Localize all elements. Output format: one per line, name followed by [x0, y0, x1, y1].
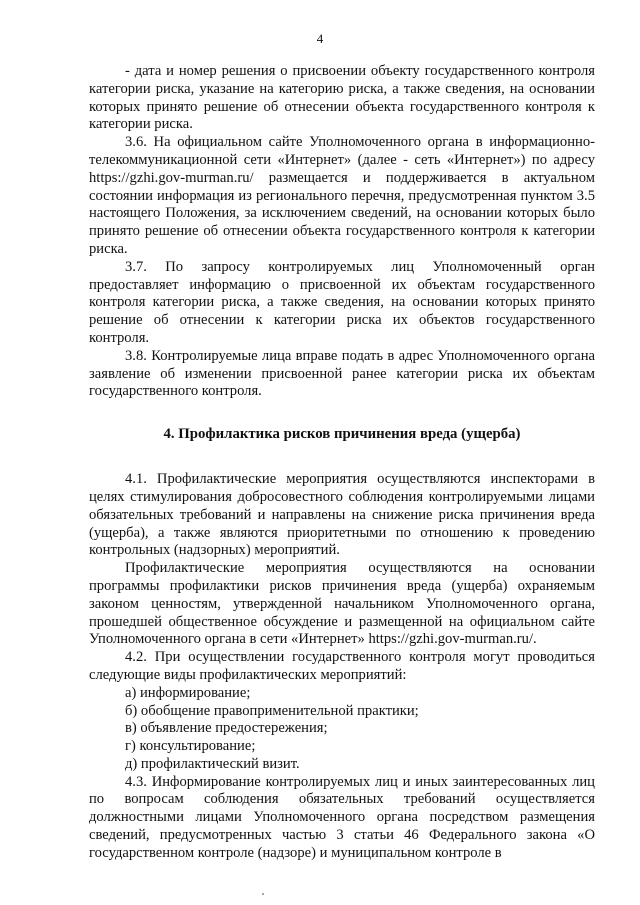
paragraph-4-1: 4.1. Профилактические мероприятия осуществляются инспекторами в целях стимулирования добросовестного соблюдения контролируемыми лицами обязательных требований и направлены на снижение риска причинения вреда (ущерба), а также являются приоритетными по отношению к проведению контрольных (надзорных) мероприятий.: [89, 471, 595, 559]
paragraph-3-6: 3.6. На официальном сайте Уполномоченного органа в информационно-телекоммуникационной сети «Интернет» (далее - сеть «Интернет») по адресу https://gzhi.gov-murman.ru/ размещается и поддерживается в актуальном состоянии информация из регионального перечня, предусмотренная пунктом 3.5 настоящего Положения, за исключением сведений, на основании которых было принято решение об отнесении объекта государственного контроля к категории риска.: [89, 134, 595, 257]
paragraph-3-8: 3.8. Контролируемые лица вправе подать в адрес Уполномоченного органа заявление об изменении присвоенной ранее категории риска их объектам государственного контроля.: [89, 347, 595, 400]
paragraph-4-2: 4.2. При осуществлении государственного контроля могут проводиться следующие виды профилактических мероприятий:: [89, 649, 595, 683]
section-heading: 4. Профилактика рисков причинения вреда (ущерба): [163, 426, 521, 443]
list-item: а) информирование;: [125, 684, 251, 701]
paragraph: - дата и номер решения о присвоении объекту государственного контроля категории риска, указание на категорию риска, а также сведения, на основании которых принято решение об отнесении объекта государственного контроля к категории риска.: [89, 63, 595, 133]
paragraph-4-3: 4.3. Информирование контролируемых лиц и иных заинтересованных лиц по вопросам соблюдения обязательных требований осуществляется должностными лицами Уполномоченного органа посредством размещения сведений, предусмотренных частью 3 статьи 46 Федерального закона «О государственном контроле (надзоре) и муниципальном контроле в: [89, 773, 595, 861]
scan-speck: [262, 893, 264, 895]
list-item: в) объявление предостережения;: [125, 720, 328, 737]
list-item: г) консультирование;: [125, 738, 256, 755]
page-number: 4: [316, 31, 324, 46]
document-body: [89, 63, 595, 863]
list-item: б) обобщение правоприменительной практики;: [125, 702, 419, 719]
paragraph-prevention-program: Профилактические мероприятия осуществляются на основании программы профилактики рисков причинения вреда (ущерба) охраняемым законом ценностям, утвержденной начальником Уполномоченного органа, прошедшей общественное обсуждение и размещенной на официальном сайте Уполномоченного органа в сети «Интернет» https://gzhi.gov-murman.ru/.: [89, 560, 595, 648]
list-item: д) профилактический визит.: [125, 755, 300, 772]
paragraph-3-7: 3.7. По запросу контролируемых лиц Уполномоченный орган предоставляет информацию о присвоенной их объектам государственного контроля категории риска, а также сведения, на основании которых принято решение об отнесении к категории риска их объектов государственного контроля.: [89, 258, 595, 346]
